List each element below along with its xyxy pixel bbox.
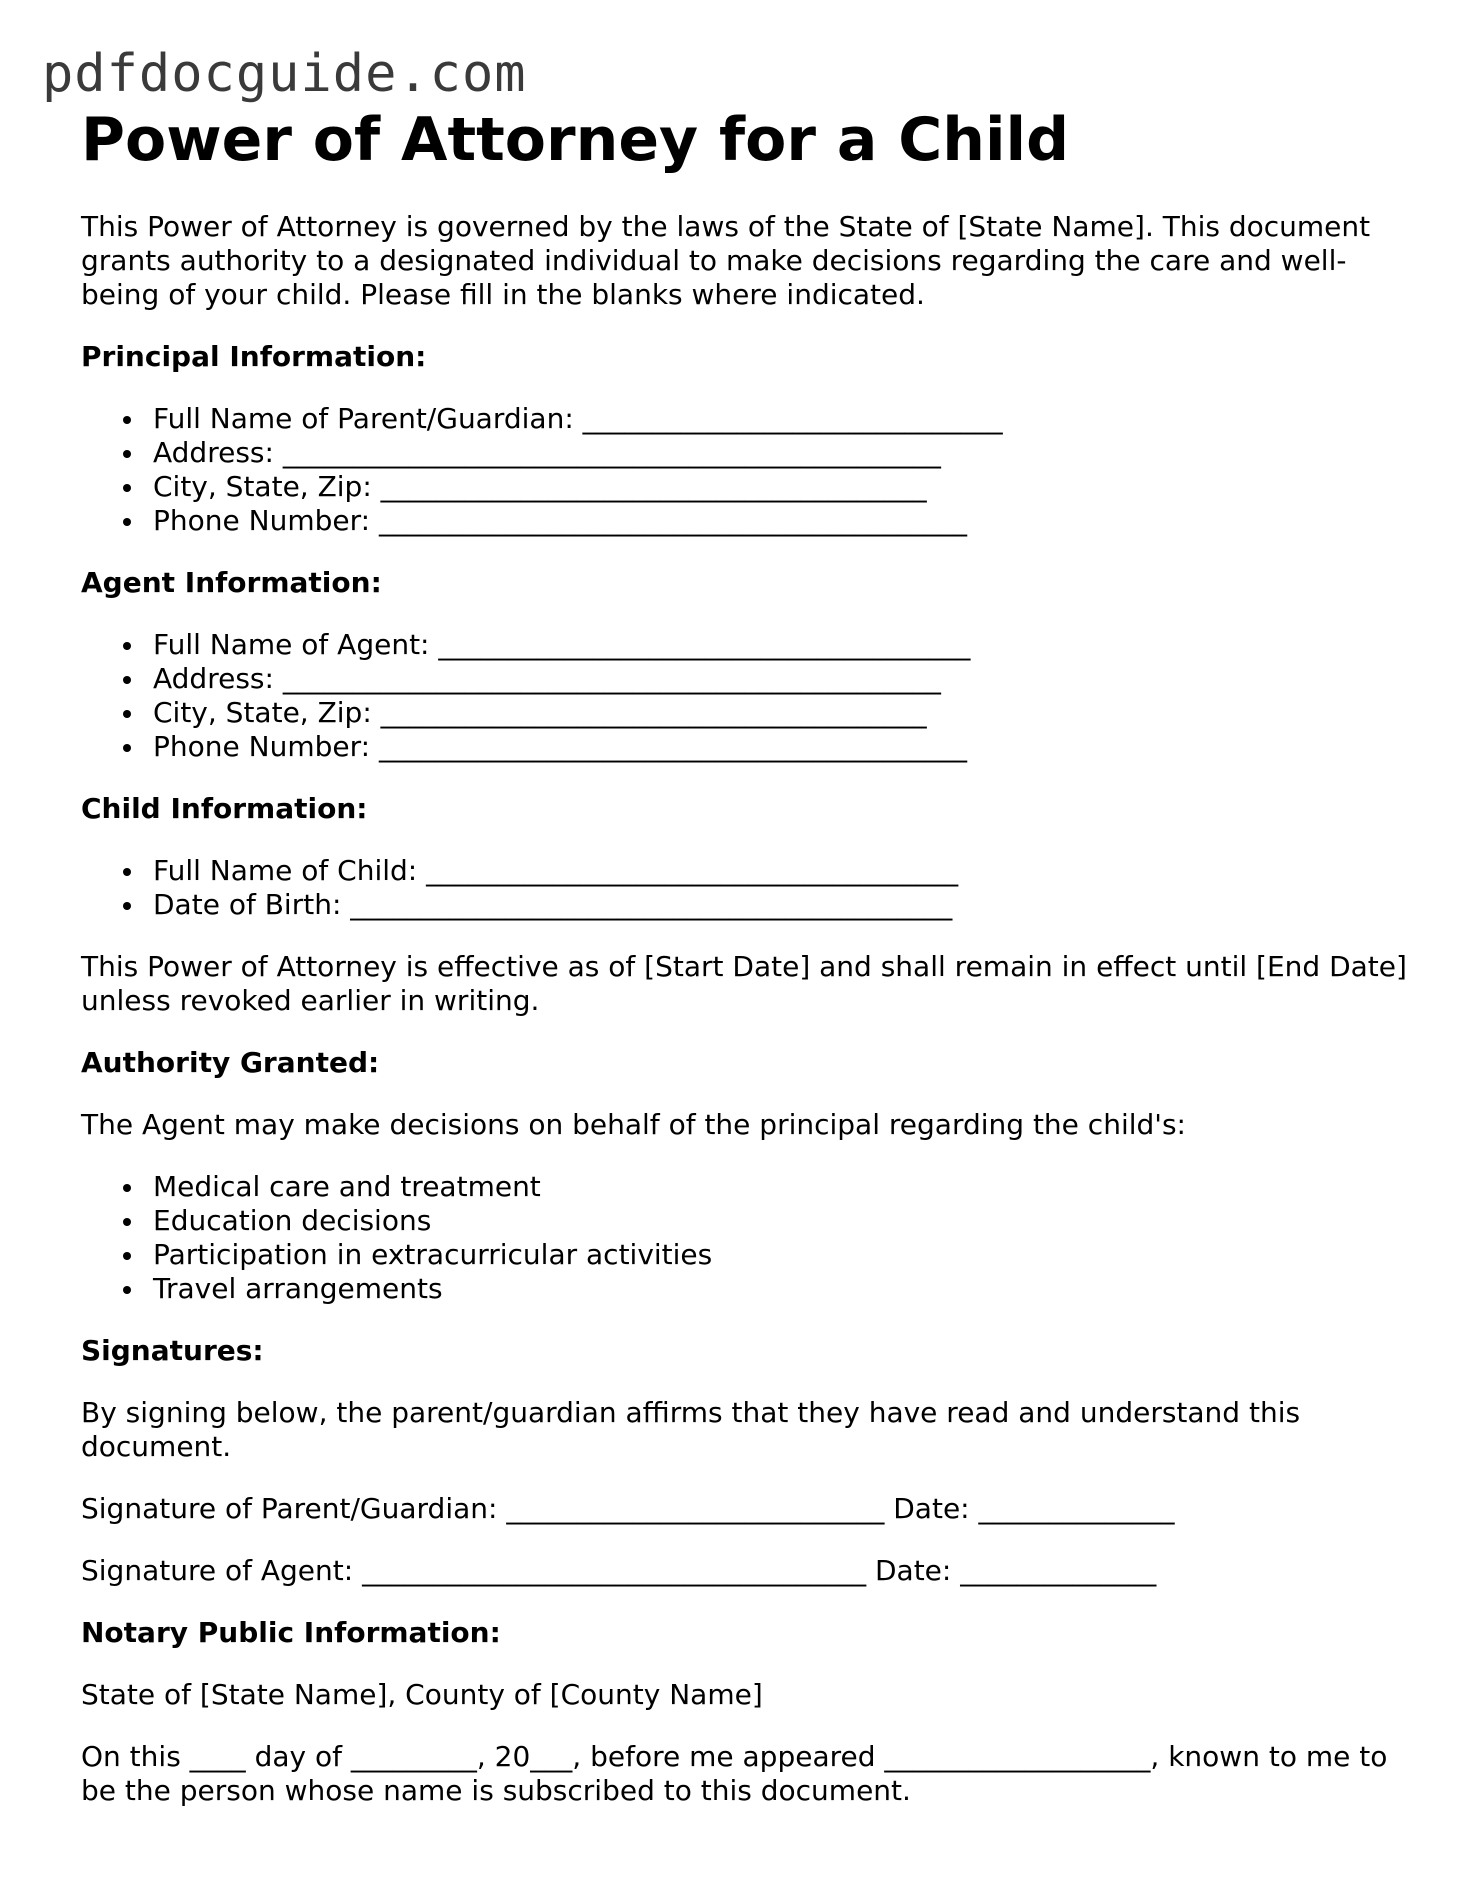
agent-signature-line: Signature of Agent: ____________________________________ Date: ______________ [81, 1554, 1157, 1587]
agent-heading: Agent Information: [81, 566, 382, 599]
parent-signature-line: Signature of Parent/Guardian: ___________________________ Date: ______________ [81, 1492, 1175, 1525]
intro-paragraph: This Power of Attorney is governed by the laws of the State of [State Name]. This document grants authority to a designated individual to make decisions regarding the care and well-being of your child. Please fill in the blanks where indicated. [81, 210, 1371, 311]
agent-list [81, 628, 1411, 764]
child-heading: Child Information: [81, 792, 368, 825]
signatures-heading: Signatures: [81, 1334, 264, 1367]
notary-heading: Notary Public Information: [81, 1616, 501, 1649]
agent-address-field: Address: _______________________________________________ [81, 662, 1411, 696]
agent-name-field: Full Name of Agent: ______________________________________ [81, 628, 1411, 662]
principal-heading: Principal Information: [81, 340, 427, 373]
document-page [81, 100, 1411, 1808]
authority-item: Travel arrangements [81, 1272, 1411, 1306]
notary-appearance-paragraph: On this ____ day of _________, 20___, before me appeared ___________________, known to me to be the person whose name is subscribed to this document. [81, 1740, 1388, 1807]
effective-paragraph: This Power of Attorney is effective as of [Start Date] and shall remain in effect until [End Date] unless revoked earlier in writing. [81, 950, 1407, 1017]
authority-intro: The Agent may make decisions on behalf of the principal regarding the child's: [81, 1108, 1186, 1141]
child-list [81, 854, 1411, 922]
authority-item: Medical care and treatment [81, 1170, 1411, 1204]
agent-city-field: City, State, Zip: _______________________________________ [81, 696, 1411, 730]
principal-list [81, 402, 1411, 538]
child-name-field: Full Name of Child: ______________________________________ [81, 854, 1411, 888]
authority-item: Participation in extracurricular activities [81, 1238, 1411, 1272]
child-dob-field: Date of Birth: ___________________________________________ [81, 888, 1411, 922]
authority-item: Education decisions [81, 1204, 1411, 1238]
principal-address-field: Address: _______________________________________________ [81, 436, 1411, 470]
authority-list [81, 1170, 1411, 1306]
document-title: Power of Attorney for a Child [81, 105, 1070, 175]
agent-phone-field: Phone Number: __________________________________________ [81, 730, 1411, 764]
site-watermark: pdfdocguide.com [42, 44, 527, 104]
notary-state-line: State of [State Name], County of [County Name] [81, 1678, 763, 1711]
signatures-paragraph: By signing below, the parent/guardian affirms that they have read and understand this document. [81, 1396, 1301, 1463]
principal-phone-field: Phone Number: __________________________________________ [81, 504, 1411, 538]
principal-name-field: Full Name of Parent/Guardian: ______________________________ [81, 402, 1411, 436]
authority-heading: Authority Granted: [81, 1046, 380, 1079]
principal-city-field: City, State, Zip: _______________________________________ [81, 470, 1411, 504]
